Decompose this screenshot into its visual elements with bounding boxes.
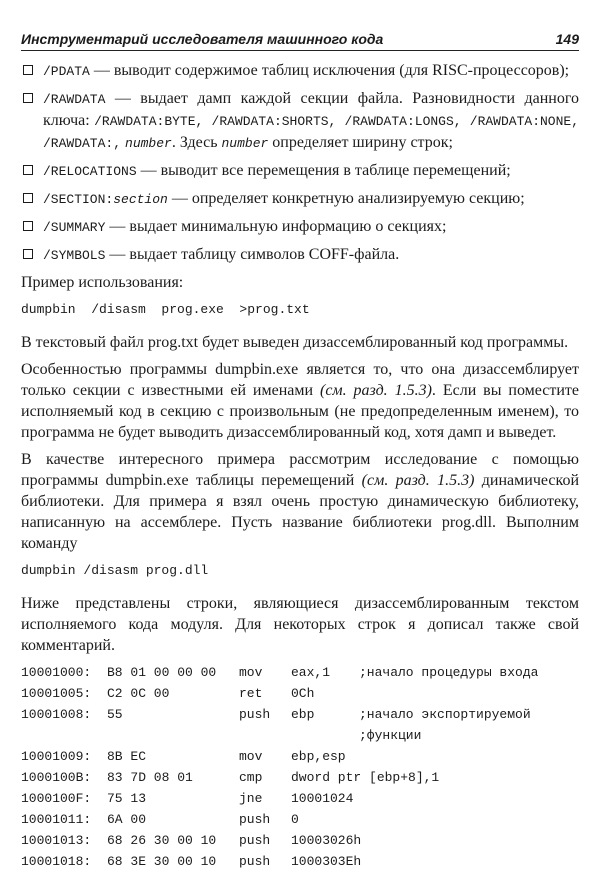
option-description: — выдает дамп каждой секции файла. Разновидности данного ключа: (43, 90, 579, 129)
option-key: /SUMMARY (43, 220, 106, 235)
asm-line (21, 788, 579, 809)
asm-address: 10001005: (21, 686, 92, 701)
asm-operands: dword ptr [ebp+8],1 (291, 770, 440, 785)
asm-operands: ebp,esp (291, 749, 346, 764)
paragraph-text: динамической библиотеки. Для примера я взял очень простую динамическую библиотеку, написанную на ассемблере. Пусть название библиотеки prog.dll. Выполним команду (21, 472, 580, 552)
option-argument: section (113, 192, 168, 207)
option-key: /SYMBOLS (43, 248, 106, 263)
asm-line (21, 662, 579, 683)
checkbox-bullet-icon (23, 249, 33, 259)
asm-mnemonic: mov (239, 749, 263, 764)
chapter-title: Инструментарий исследователя машинного кода (21, 31, 384, 47)
option-key: /RELOCATIONS (43, 164, 137, 179)
asm-line (21, 830, 579, 851)
asm-bytes: 8B EC (107, 749, 147, 764)
asm-line (21, 704, 579, 746)
command-example: dumpbin /disasm prog.exe >prog.txt (21, 302, 310, 317)
checkbox-bullet-icon (23, 65, 33, 75)
option-description: — выдает минимальную информацию о секциях; (105, 218, 447, 235)
asm-bytes: 68 3E 30 00 10 (107, 854, 217, 869)
asm-line (21, 746, 579, 767)
list-item (21, 188, 579, 210)
paragraph-text: . Если вы поместите исполняемый код в секцию с произвольным (не предопределенным именем), то программа не будет выводить дизассемблированный код, хотя дамп и выведет. (21, 382, 580, 441)
page-body (21, 60, 579, 872)
option-key: /SECTION: (43, 192, 114, 207)
asm-address: 10001011: (21, 812, 92, 827)
paragraph-text: В качестве интересного примера рассмотрим исследование с помощью программы dumpbin.exe таблицы перемещений (21, 451, 579, 489)
asm-address: 10001000: (21, 665, 92, 680)
option-description: — выводит содержимое таблиц исключения (для RISC-процессоров); (89, 62, 570, 79)
asm-bytes: 75 13 (107, 791, 147, 806)
asm-bytes: 55 (107, 707, 123, 722)
asm-operands: 10001024 (291, 791, 354, 806)
asm-mnemonic: cmp (239, 770, 263, 785)
option-key: /RAWDATA (43, 92, 106, 107)
asm-address: 1000100B: (21, 770, 92, 785)
option-argument: number (221, 136, 269, 151)
asm-address: 1000100F: (21, 791, 92, 806)
asm-bytes: B8 01 00 00 00 (107, 665, 217, 680)
asm-mnemonic: push (239, 854, 271, 869)
asm-operands: 0Ch (291, 686, 315, 701)
usage-label: Пример использования: (21, 274, 184, 291)
section-reference: (см. разд. 1.5.3) (361, 472, 475, 489)
paragraph: Ниже представлены строки, являющиеся дизассемблированным текстом исполняемого кода модуля. Для некоторых строк я дописал также свой комментарий. (21, 595, 579, 654)
asm-line (21, 809, 579, 830)
list-item (21, 216, 579, 238)
option-description: — выдает таблицу символов COFF-файла. (105, 246, 400, 263)
asm-line (21, 767, 579, 788)
disassembly-listing (21, 662, 579, 872)
asm-operands: ebp (291, 707, 315, 722)
asm-operands: 1000303Eh (291, 854, 362, 869)
option-argument: number (125, 136, 172, 151)
asm-mnemonic: push (239, 812, 271, 827)
option-description: . Здесь (171, 134, 222, 151)
checkbox-bullet-icon (23, 221, 33, 231)
paragraph (21, 449, 579, 554)
asm-bytes: 68 26 30 00 10 (107, 833, 217, 848)
asm-operands: 0 (291, 812, 299, 827)
asm-line (21, 851, 579, 872)
asm-bytes: C2 0C 00 (107, 686, 170, 701)
option-variants: /RAWDATA:BYTE, /RAWDATA:SHORTS, /RAWDATA:LONGS, /RAWDATA:NONE, /RAWDATA:, (43, 114, 579, 151)
asm-address: 10001018: (21, 854, 92, 869)
asm-address: 10001009: (21, 749, 92, 764)
command-example: dumpbin /disasm prog.dll (21, 563, 209, 578)
asm-mnemonic: mov (239, 665, 263, 680)
paragraph-text: Особенностью программы dumpbin.exe является то, что она дизассемблирует только секции с известными ей именами (21, 361, 579, 399)
checkbox-bullet-icon (23, 193, 33, 203)
checkbox-bullet-icon (23, 93, 33, 103)
asm-bytes: 6A 00 (107, 812, 147, 827)
asm-address: 10001008: (21, 707, 92, 722)
asm-comment-continuation: ;функции (359, 728, 422, 743)
option-description: — выводит все перемещения в таблице перемещений; (136, 162, 511, 179)
asm-line (21, 683, 579, 704)
asm-comment: ;начало экспортируемой (359, 707, 531, 722)
asm-mnemonic: jne (239, 791, 263, 806)
paragraph (21, 359, 579, 443)
asm-address: 10001013: (21, 833, 92, 848)
page-number: 149 (555, 31, 579, 47)
asm-bytes: 83 7D 08 01 (107, 770, 193, 785)
asm-mnemonic: ret (239, 686, 263, 701)
option-description: — определяет конкретную анализируемую секцию; (167, 190, 525, 207)
running-header (21, 30, 579, 51)
option-key: /PDATA (43, 64, 90, 79)
asm-mnemonic: push (239, 707, 271, 722)
list-item (21, 88, 579, 154)
section-reference: (см. разд. 1.5.3) (320, 382, 432, 399)
list-item (21, 244, 579, 266)
checkbox-bullet-icon (23, 165, 33, 175)
list-item (21, 60, 579, 82)
paragraph: В текстовый файл prog.txt будет выведен дизассемблированный код программы. (21, 334, 569, 351)
asm-comment: ;начало процедуры входа (359, 665, 539, 680)
asm-operands: 10003026h (291, 833, 362, 848)
list-item (21, 160, 579, 182)
option-list (21, 60, 579, 266)
asm-mnemonic: push (239, 833, 271, 848)
asm-operands: eax,1 (291, 665, 331, 680)
option-description: определяет ширину строк; (268, 134, 453, 151)
